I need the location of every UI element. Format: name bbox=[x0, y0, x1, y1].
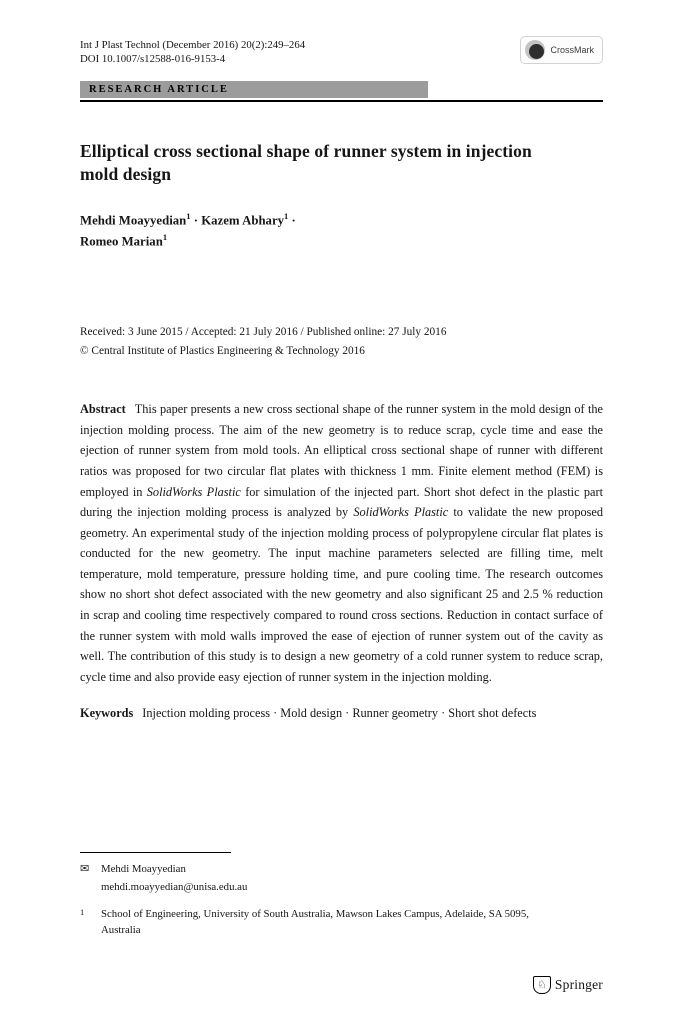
article-title: Elliptical cross sectional shape of runner system in injection mold design bbox=[80, 141, 532, 185]
springer-logo bbox=[533, 976, 603, 994]
page-header bbox=[80, 38, 603, 66]
footnote-rule bbox=[80, 852, 231, 853]
keywords-text: Injection molding process · Mold design · Runner geometry · Short shot defects bbox=[142, 706, 537, 721]
envelope-icon: ✉ bbox=[80, 863, 90, 875]
header-rule bbox=[80, 100, 603, 102]
keywords-paragraph bbox=[80, 703, 603, 724]
history-dates: Received: 3 June 2015 / Accepted: 21 July 2016 / Published online: 27 July 2016 bbox=[80, 326, 447, 339]
affiliation-block bbox=[80, 906, 603, 938]
correspondence-name: Mehdi Moayyedian bbox=[101, 863, 186, 875]
crossmark-icon bbox=[525, 40, 545, 60]
copyright-line: © Central Institute of Plastics Engineering & Technology 2016 bbox=[80, 344, 365, 357]
abstract-text: This paper presents a new cross sectional shape of the runner system in the mold design of the injection molding process. The aim of the new geometry is to reduce scrap, cycle time and ease the ejection of runner system from mold tools. An elliptical cross sectional shape of runner with different ratios was proposed for two circular flat plates with thickness 1 mm. Finite element method (FEM) is employed in SolidWorks Plastic for simulation of the injected part. Short shot defect in the plastic part during the injection molding process is analyzed by SolidWorks Plastic to validate the new proposed geometry. An experimental study of the injection molding process of polypropylene circular flat plates is conducted for the new geometry. The input machine parameters selected are filling time, melt temperature, mold temperature, pressure holding time, and pure cooling time. The research outcomes show no short shot defect associated with the new geometry and also significant 25 and 2.5 % reduction in scrap and cooling time respectively compared to round cross sections. Reduction in contact surface of the runner system with mold walls improved the ease of ejection of runner system out of the cavity as well. The contribution of this study is to design a new geometry of a cold runner system to reduce scrap, cycle time and also provide easy ejection of runner system in the injection molding. bbox=[80, 402, 604, 684]
author-list: Mehdi Moayyedian$^1$ · Kazem Abhary$^1$ · Romeo Marian$^1$ bbox=[80, 211, 296, 249]
journal-citation: Int J Plast Technol (December 2016) 20(2):249–264 bbox=[80, 39, 306, 51]
crossmark-label: CrossMark bbox=[550, 45, 594, 55]
abstract-label: Abstract bbox=[80, 402, 126, 417]
springer-horse-icon: ♘ bbox=[533, 976, 551, 994]
doi: DOI 10.1007/s12588-016-9153-4 bbox=[80, 53, 226, 65]
abstract-paragraph bbox=[80, 399, 603, 687]
article-type-banner: RESEARCH ARTICLE bbox=[80, 81, 428, 98]
crossmark-icon-inner bbox=[529, 44, 544, 59]
springer-wordmark: Springer bbox=[554, 977, 603, 992]
affiliation-marker: 1 bbox=[80, 906, 85, 917]
footnotes bbox=[80, 852, 603, 938]
correspondence-block bbox=[80, 861, 603, 895]
keywords-label: Keywords bbox=[80, 706, 134, 721]
correspondence-email: mehdi.moayyedian@unisa.edu.au bbox=[101, 880, 248, 893]
affiliation-text: School of Engineering, University of South Australia, Mawson Lakes Campus, Adelaide, SA 5095, Australia bbox=[101, 907, 529, 936]
crossmark-badge[interactable] bbox=[520, 36, 603, 64]
